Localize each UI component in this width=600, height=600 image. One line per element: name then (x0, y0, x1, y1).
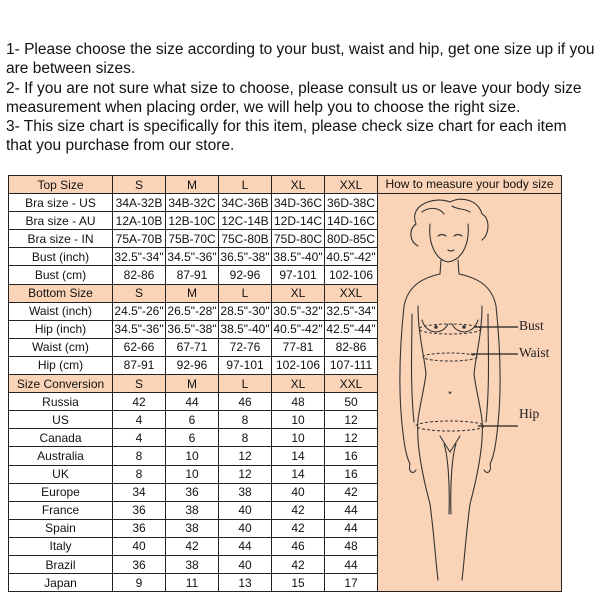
size-header-cell: XL (272, 176, 325, 194)
size-value-cell: 102-106 (272, 356, 325, 374)
top-size-header-label: Top Size (9, 176, 113, 194)
size-value-cell: 40 (272, 483, 325, 501)
size-value-cell: 12 (325, 429, 378, 447)
size-header-cell: S (113, 176, 166, 194)
size-header-cell: L (219, 284, 272, 302)
size-value-cell: 67-71 (166, 338, 219, 356)
size-value-cell: 34 (113, 483, 166, 501)
size-value-cell: 107-111 (325, 356, 378, 374)
size-value-cell: 34D-36C (272, 194, 325, 212)
row-label: Bust (inch) (9, 248, 113, 266)
size-value-cell: 34B-32C (166, 194, 219, 212)
row-label: Hip (cm) (9, 356, 113, 374)
size-value-cell: 36.5"-38" (219, 248, 272, 266)
row-label: Japan (9, 574, 113, 592)
size-value-cell: 46 (272, 537, 325, 555)
size-header-cell: L (219, 375, 272, 393)
size-value-cell: 75C-80B (219, 230, 272, 248)
size-value-cell: 38 (219, 483, 272, 501)
size-conversion-header-label: Size Conversion (9, 375, 113, 393)
size-value-cell: 12 (325, 411, 378, 429)
size-value-cell: 17 (325, 574, 378, 592)
row-label: Bra size - US (9, 194, 113, 212)
size-value-cell: 42 (325, 483, 378, 501)
size-value-cell: 12 (219, 465, 272, 483)
size-value-cell: 40.5"-42" (325, 248, 378, 266)
row-label: Bra size - IN (9, 230, 113, 248)
size-value-cell: 40 (219, 501, 272, 519)
row-label: Bust (cm) (9, 266, 113, 284)
size-value-cell: 14D-16C (325, 212, 378, 230)
size-value-cell: 8 (219, 411, 272, 429)
size-value-cell: 92-96 (219, 266, 272, 284)
size-value-cell: 82-86 (113, 266, 166, 284)
size-value-cell: 6 (166, 429, 219, 447)
row-label: Waist (inch) (9, 302, 113, 320)
size-value-cell: 97-101 (272, 266, 325, 284)
size-header-cell: XXL (325, 176, 378, 194)
size-header-cell: M (166, 375, 219, 393)
size-value-cell: 8 (113, 465, 166, 483)
size-value-cell: 10 (272, 429, 325, 447)
size-value-cell: 38.5"-40" (272, 248, 325, 266)
size-value-cell: 32.5"-34" (113, 248, 166, 266)
size-value-cell: 44 (325, 555, 378, 573)
size-value-cell: 12C-14B (219, 212, 272, 230)
size-value-cell: 44 (325, 501, 378, 519)
body-measure-figure (378, 176, 561, 591)
size-value-cell: 14 (272, 465, 325, 483)
size-value-cell: 44 (219, 537, 272, 555)
size-value-cell: 40 (219, 519, 272, 537)
size-header-cell: XXL (325, 375, 378, 393)
size-value-cell: 40.5"-42" (272, 320, 325, 338)
size-value-cell: 42 (113, 393, 166, 411)
size-value-cell: 15 (272, 574, 325, 592)
row-label: Canada (9, 429, 113, 447)
size-value-cell: 72-76 (219, 338, 272, 356)
size-value-cell: 24.5"-26" (113, 302, 166, 320)
row-label: Europe (9, 483, 113, 501)
size-value-cell: 38.5"-40" (219, 320, 272, 338)
size-value-cell: 26.5"-28" (166, 302, 219, 320)
row-label: Russia (9, 393, 113, 411)
size-header-cell: XXL (325, 284, 378, 302)
size-value-cell: 82-86 (325, 338, 378, 356)
size-value-cell: 4 (113, 429, 166, 447)
size-value-cell: 42 (272, 519, 325, 537)
size-value-cell: 42 (272, 501, 325, 519)
size-value-cell: 10 (166, 447, 219, 465)
size-header-cell: XL (272, 375, 325, 393)
size-value-cell: 36D-38C (325, 194, 378, 212)
instruction-1: 1- Please choose the size according to your bust, waist and hip, get one size up if you are between sizes. (6, 41, 595, 78)
body-measure-figure-cell (378, 176, 562, 592)
size-value-cell: 80D-85C (325, 230, 378, 248)
bust-label: Bust (519, 318, 544, 333)
size-value-cell: 16 (325, 447, 378, 465)
top-size-header-row (9, 176, 562, 194)
size-value-cell: 44 (166, 393, 219, 411)
size-header-cell: XL (272, 284, 325, 302)
size-value-cell: 8 (113, 447, 166, 465)
size-value-cell: 6 (166, 411, 219, 429)
row-label: Hip (inch) (9, 320, 113, 338)
size-value-cell: 4 (113, 411, 166, 429)
waist-label: Waist (519, 345, 550, 360)
size-value-cell: 46 (219, 393, 272, 411)
size-value-cell: 9 (113, 574, 166, 592)
row-label: Spain (9, 519, 113, 537)
size-value-cell: 10 (166, 465, 219, 483)
bottom-size-header-label: Bottom Size (9, 284, 113, 302)
size-value-cell: 62-66 (113, 338, 166, 356)
size-value-cell: 28.5"-30" (219, 302, 272, 320)
measure-header: How to measure your body size (378, 176, 561, 194)
size-value-cell: 48 (325, 537, 378, 555)
row-label: Bra size - AU (9, 212, 113, 230)
size-value-cell: 30.5"-32" (272, 302, 325, 320)
size-header-cell: M (166, 284, 219, 302)
row-label: US (9, 411, 113, 429)
size-value-cell: 87-91 (113, 356, 166, 374)
size-value-cell: 34A-32B (113, 194, 166, 212)
size-value-cell: 34.5"-36" (166, 248, 219, 266)
size-chart-table (8, 175, 562, 592)
size-value-cell: 38 (166, 555, 219, 573)
size-value-cell: 36 (113, 519, 166, 537)
size-value-cell: 36 (113, 555, 166, 573)
instruction-3: 3- This size chart is specifically for this item, please check size chart for each item that you purchase from our store. (6, 118, 567, 155)
size-value-cell: 38 (166, 519, 219, 537)
size-value-cell: 38 (166, 501, 219, 519)
row-label: Italy (9, 537, 113, 555)
size-value-cell: 48 (272, 393, 325, 411)
row-label: UK (9, 465, 113, 483)
size-value-cell: 12 (219, 447, 272, 465)
size-value-cell: 75B-70C (166, 230, 219, 248)
size-value-cell: 14 (272, 447, 325, 465)
size-header-cell: S (113, 375, 166, 393)
hip-label: Hip (519, 406, 540, 421)
size-value-cell: 92-96 (166, 356, 219, 374)
size-value-cell: 12B-10C (166, 212, 219, 230)
size-value-cell: 13 (219, 574, 272, 592)
size-value-cell: 75A-70B (113, 230, 166, 248)
size-value-cell: 40 (113, 537, 166, 555)
size-value-cell: 42 (272, 555, 325, 573)
size-value-cell: 44 (325, 519, 378, 537)
size-value-cell: 36.5"-38" (166, 320, 219, 338)
size-value-cell: 10 (272, 411, 325, 429)
size-value-cell: 75D-80C (272, 230, 325, 248)
instructions (6, 40, 596, 156)
size-value-cell: 77-81 (272, 338, 325, 356)
body-silhouette-icon (378, 194, 562, 582)
size-value-cell: 34C-36B (219, 194, 272, 212)
size-value-cell: 40 (219, 555, 272, 573)
size-value-cell: 97-101 (219, 356, 272, 374)
size-value-cell: 12D-14C (272, 212, 325, 230)
size-value-cell: 36 (166, 483, 219, 501)
size-value-cell: 32.5"-34" (325, 302, 378, 320)
size-value-cell: 87-91 (166, 266, 219, 284)
row-label: Brazil (9, 555, 113, 573)
size-value-cell: 11 (166, 574, 219, 592)
size-value-cell: 36 (113, 501, 166, 519)
row-label: Waist (cm) (9, 338, 113, 356)
row-label: Australia (9, 447, 113, 465)
size-value-cell: 42 (166, 537, 219, 555)
size-value-cell: 102-106 (325, 266, 378, 284)
size-header-cell: S (113, 284, 166, 302)
size-value-cell: 50 (325, 393, 378, 411)
size-value-cell: 34.5"-36" (113, 320, 166, 338)
size-value-cell: 16 (325, 465, 378, 483)
size-value-cell: 8 (219, 429, 272, 447)
size-value-cell: 42.5"-44" (325, 320, 378, 338)
size-header-cell: L (219, 176, 272, 194)
row-label: France (9, 501, 113, 519)
size-value-cell: 12A-10B (113, 212, 166, 230)
size-header-cell: M (166, 176, 219, 194)
instruction-2: 2- If you are not sure what size to choose, please consult us or leave your body size measurement when placing order, we will help you to choose the right size. (6, 79, 582, 116)
